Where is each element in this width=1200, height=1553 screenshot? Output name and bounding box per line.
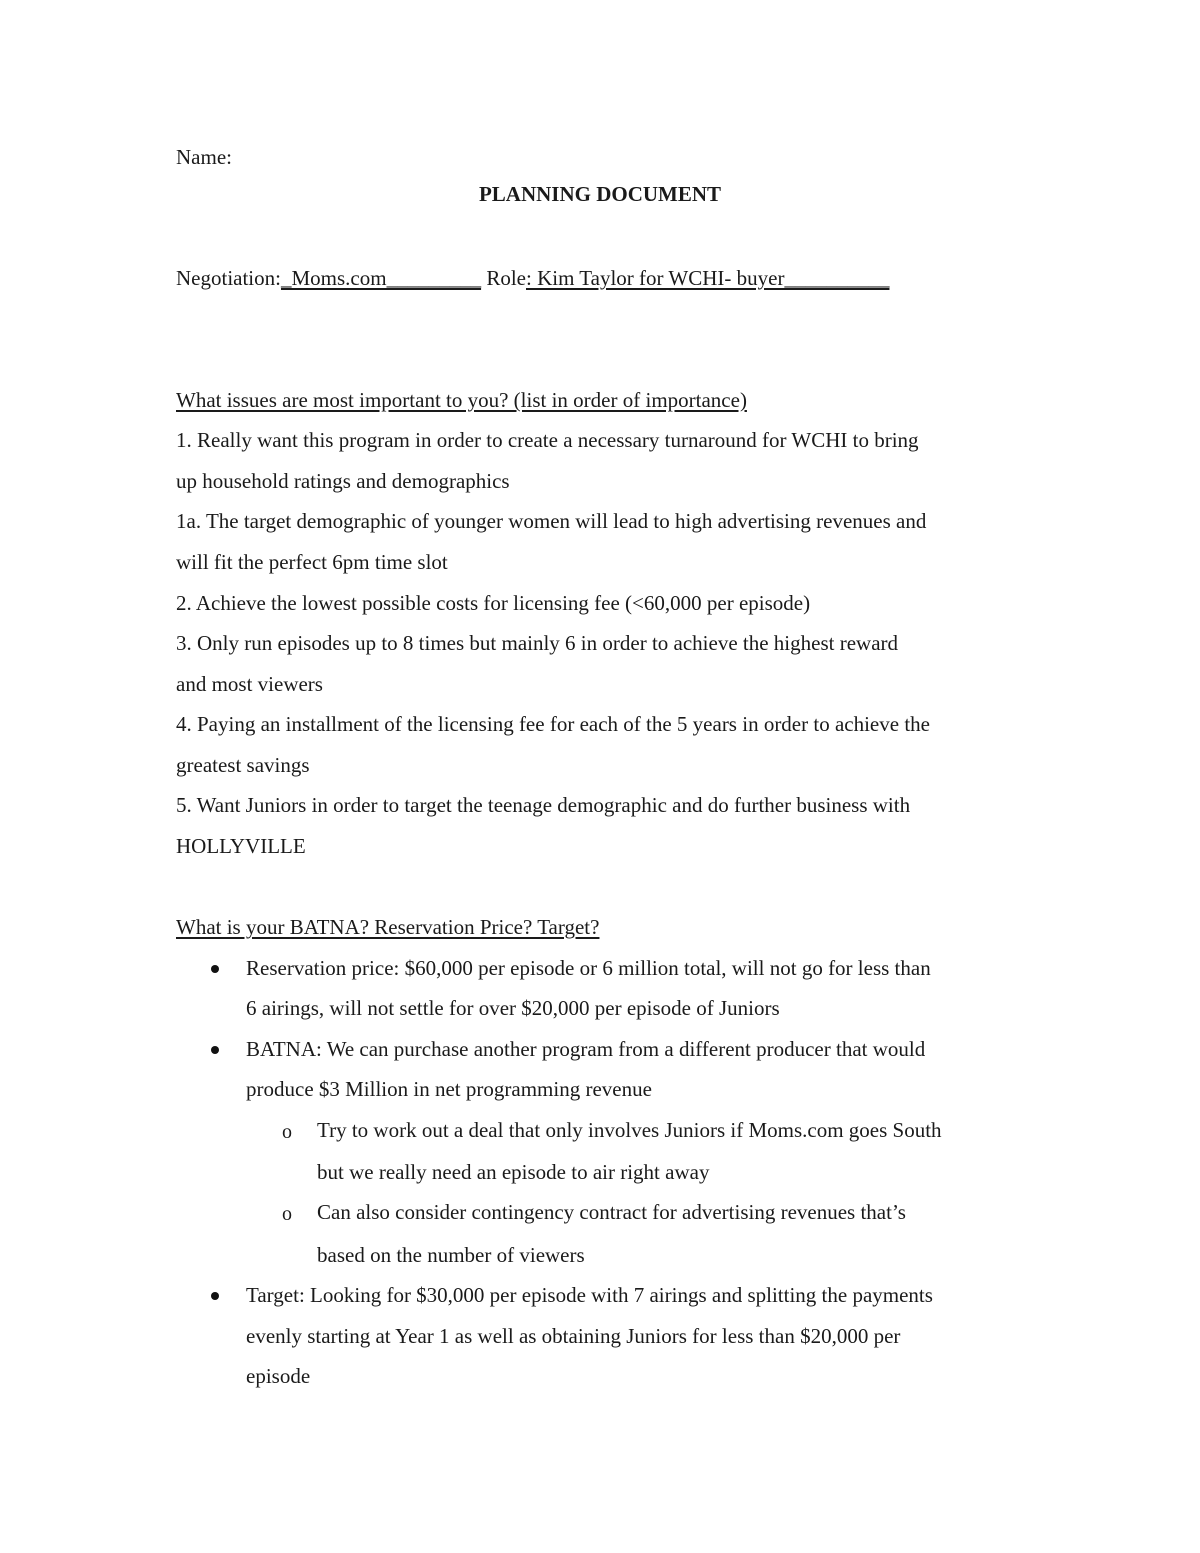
bullet-icon <box>211 1292 219 1300</box>
issue-line: 3. Only run episodes up to 8 times but mainly 6 in order to achieve the highest reward <box>176 631 899 655</box>
sub-bullet-line: based on the number of viewers <box>317 1243 585 1267</box>
batna-heading: What is your BATNA? Reservation Price? Target? <box>176 915 600 939</box>
role-label: Role <box>486 266 526 290</box>
bullet-line: Reservation price: $60,000 per episode or 6 million total, will not go for less than <box>246 956 931 980</box>
issue-line: 5. Want Juniors in order to target the teenage demographic and do further business with <box>176 793 911 817</box>
sub-bullet-line: Try to work out a deal that only involves Juniors if Moms.com goes South <box>317 1118 942 1142</box>
negotiation-label: Negotiation: <box>176 266 281 290</box>
issue-line: greatest savings <box>176 753 310 777</box>
issue-line: up household ratings and demographics <box>176 469 510 493</box>
bullet-line: BATNA: We can purchase another program from a different producer that would <box>246 1037 926 1061</box>
document-title: PLANNING DOCUMENT <box>478 182 722 206</box>
issue-line: HOLLYVILLE <box>176 834 306 858</box>
bullet-line: produce $3 Million in net programming revenue <box>246 1077 652 1101</box>
bullet-line: 6 airings, will not settle for over $20,000 per episode of Juniors <box>246 996 780 1020</box>
bullet-icon <box>211 965 219 973</box>
negotiation-role-line <box>176 268 889 289</box>
bullet-line: episode <box>246 1364 311 1388</box>
sub-bullet-icon: o <box>282 1203 292 1225</box>
bullet-line: evenly starting at Year 1 as well as obtaining Juniors for less than $20,000 per <box>246 1324 901 1348</box>
issue-line: 1. Really want this program in order to create a necessary turnaround for WCHI to bring <box>176 428 919 452</box>
negotiation-value: _Moms.com_________ <box>280 266 482 290</box>
issue-line: 2. Achieve the lowest possible costs for licensing fee (<60,000 per episode) <box>176 591 811 615</box>
name-label: Name: <box>176 145 232 169</box>
bullet-icon <box>211 1046 219 1054</box>
sub-bullet-line: Can also consider contingency contract for advertising revenues that’s <box>317 1200 906 1224</box>
role-value: : Kim Taylor for WCHI- buyer__________ <box>526 266 890 290</box>
issue-line: and most viewers <box>176 672 323 696</box>
sub-bullet-icon: o <box>282 1121 292 1143</box>
sub-bullet-line: but we really need an episode to air right away <box>317 1160 710 1184</box>
issue-line: will fit the perfect 6pm time slot <box>176 550 448 574</box>
issue-line: 4. Paying an installment of the licensing fee for each of the 5 years in order to achieve the <box>176 712 930 736</box>
issues-heading: What issues are most important to you? (list in order of importance) <box>176 388 747 412</box>
issue-line: 1a. The target demographic of younger women will lead to high advertising revenues and <box>176 509 927 533</box>
bullet-line: Target: Looking for $30,000 per episode with 7 airings and splitting the payments <box>246 1283 933 1307</box>
